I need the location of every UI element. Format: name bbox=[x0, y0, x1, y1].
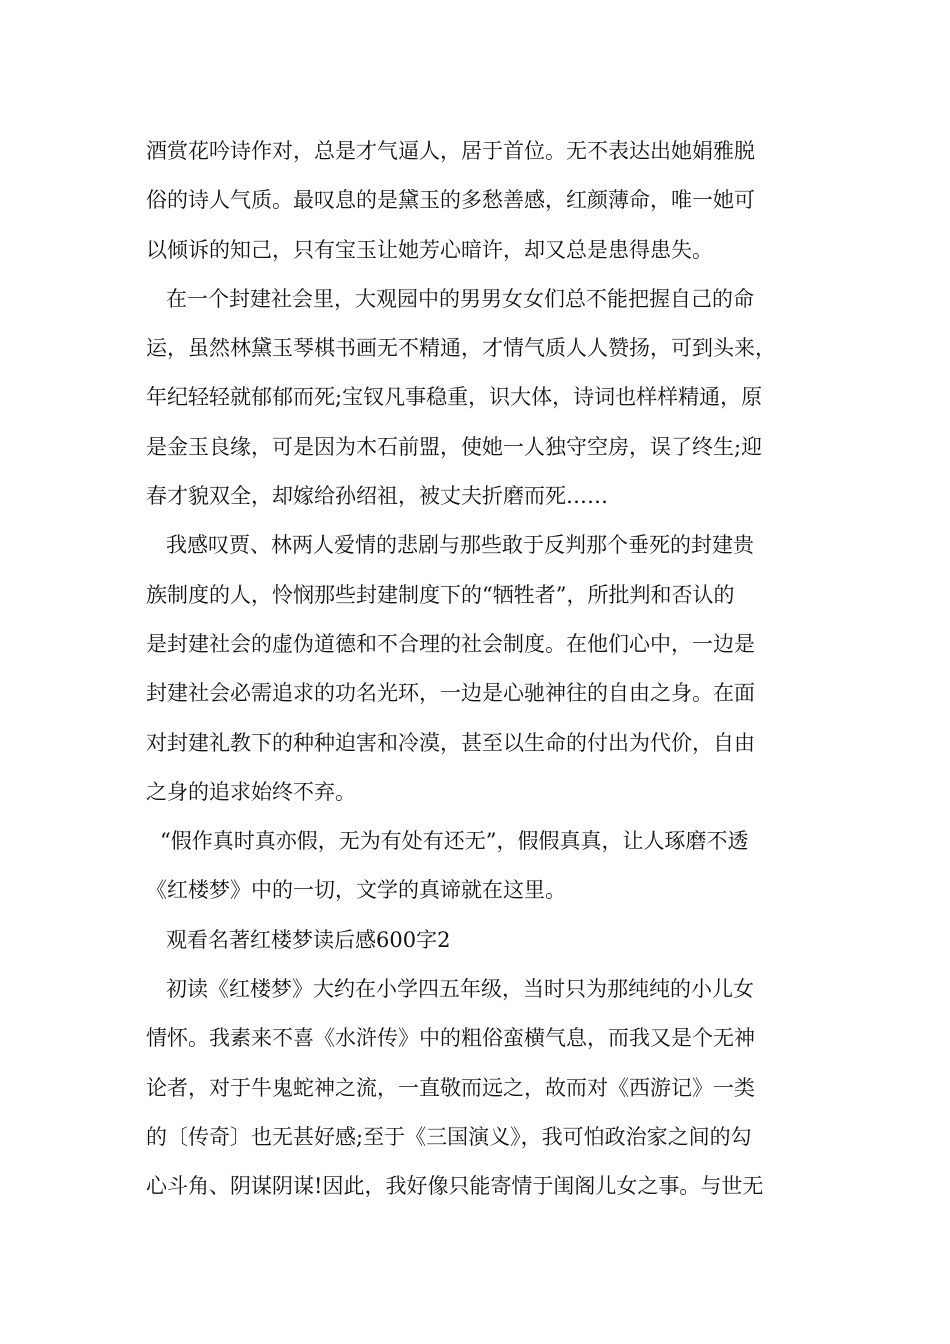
text-line: 俗的诗人气质。最叹息的是黛玉的多愁善感，红颜薄命，唯一她可 bbox=[146, 188, 755, 213]
text-line: 运，虽然林黛玉琴棋书画无不精通，才情气质人人赞扬，可到头来， bbox=[146, 336, 776, 361]
paragraph-start-line: 在一个封建社会里，大观园中的男男女女们总不能把握自己的命 bbox=[166, 286, 754, 311]
text-line: 心斗角、阴谋阴谋!因此，我好像只能寄情于闺阁儿女之事。与世无 bbox=[146, 1174, 764, 1199]
text-line: 之身的追求始终不弃。 bbox=[146, 779, 356, 804]
text-line: 的〔传奇〕也无甚好感;至于《三国演义》，我可怕政治家之间的勾 bbox=[146, 1124, 752, 1149]
text-line: 年纪轻轻就郁郁而死;宝钗凡事稳重，识大体，诗词也样样精通，原 bbox=[146, 385, 763, 410]
text-line: 春才貌双全，却嫁给孙绍祖，被丈夫折磨而死…… bbox=[146, 484, 608, 509]
text-line: 酒赏花吟诗作对，总是才气逼人，居于首位。无不表达出她娟雅脱 bbox=[146, 139, 755, 163]
section-heading: 观看名著红楼梦读后感600字2 bbox=[166, 927, 451, 952]
text-line: 以倾诉的知己，只有宝玉让她芳心暗许，却又总是患得患失。 bbox=[146, 237, 713, 262]
text-line: 情怀。我素来不喜《水浒传》中的粗俗蛮横气息，而我又是个无神 bbox=[146, 1026, 755, 1051]
text-line: 《红楼梦》中的一切，文学的真谛就在这里。 bbox=[146, 878, 566, 903]
paragraph-start-line: 初读《红楼梦》大约在小学四五年级，当时只为那纯纯的小儿女 bbox=[166, 977, 754, 1002]
text-line: 对封建礼教下的种种迫害和冷漠，甚至以生命的付出为代价，自由 bbox=[146, 730, 755, 755]
text-line: 论者，对于牛鬼蛇神之流，一直敬而远之，故而对《西游记》一类 bbox=[146, 1075, 755, 1100]
text-line: 族制度的人，怜悯那些封建制度下的“牺牲者”，所批判和否认的 bbox=[146, 582, 735, 607]
document-body bbox=[146, 127, 816, 1212]
paragraph-start-line: 我感叹贾、林两人爱情的悲剧与那些敢于反判那个垂死的封建贵 bbox=[166, 533, 754, 558]
text-line: 封建社会必需追求的功名光环，一边是心驰神往的自由之身。在面 bbox=[146, 681, 755, 706]
paragraph-start-line: “假作真时真亦假，无为有处有还无”，假假真真，让人琢磨不透 bbox=[160, 829, 749, 854]
text-line: 是金玉良缘，可是因为木石前盟，使她一人独守空房，误了终生;迎 bbox=[146, 434, 763, 459]
text-line: 是封建社会的虚伪道德和不合理的社会制度。在他们心中，一边是 bbox=[146, 631, 755, 656]
